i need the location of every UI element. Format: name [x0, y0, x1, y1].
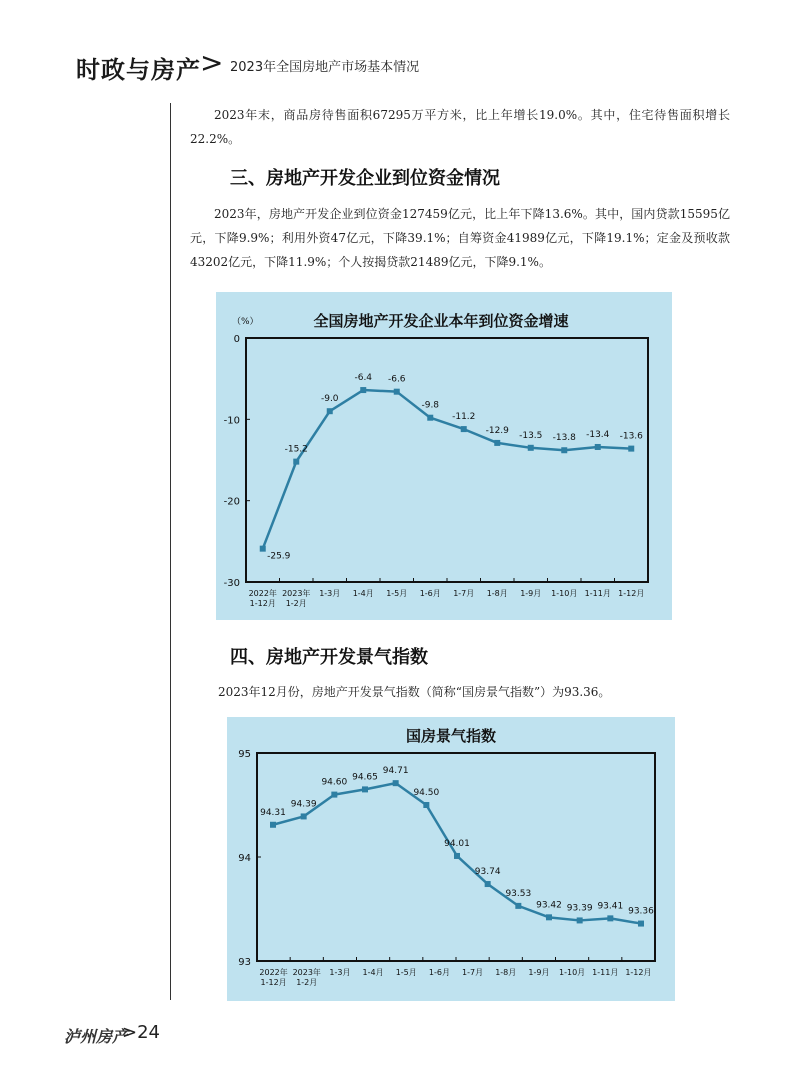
data-point [393, 780, 399, 786]
x-tick-label: 1-7月 [453, 589, 475, 598]
data-point [454, 853, 460, 859]
x-tick-label: 1-12月 [618, 589, 645, 598]
chart-climate-index-svg [227, 717, 675, 1001]
data-point [528, 445, 534, 451]
x-tick-label: 1-5月 [395, 968, 417, 977]
data-label: 94.65 [352, 772, 378, 783]
data-point [362, 786, 368, 792]
chart-funding-growth-svg [216, 292, 672, 620]
y-axis-unit: （%） [232, 317, 259, 327]
data-point [423, 802, 429, 808]
y-tick-label: 95 [238, 749, 251, 760]
x-tick-label: 1-11月 [584, 589, 611, 598]
data-label: 94.01 [444, 838, 470, 849]
x-tick-label: 2023年 [292, 968, 321, 977]
paragraph-index: 2023年12月份，房地产开发景气指数（简称“国房景气指数”）为93.36。 [218, 685, 611, 699]
y-tick-label: -10 [223, 415, 240, 427]
y-tick-label: -30 [223, 578, 240, 589]
x-tick-label: 1-12月 [249, 599, 276, 608]
heading-funding: 三、房地产开发企业到位资金情况 [230, 168, 500, 189]
x-tick-label: 1-11月 [592, 968, 619, 977]
data-point [301, 813, 307, 819]
y-tick-label: -20 [223, 496, 240, 508]
data-point [607, 915, 613, 921]
x-tick-label: 1-3月 [319, 589, 341, 598]
x-tick-label: 1-12月 [260, 978, 287, 987]
data-point [260, 546, 266, 552]
data-label: 93.53 [505, 888, 532, 899]
paragraph-unsold-area: 2023年末，商品房待售面积67295万平方米，比上年增长19.0%。其中，住宅待售面积增长22.2%。 [190, 108, 730, 146]
data-point [327, 408, 333, 414]
data-point [360, 387, 366, 393]
data-label: -12.9 [485, 425, 509, 436]
y-tick-label: 93 [238, 957, 251, 968]
series-line [263, 390, 632, 549]
data-point [427, 415, 433, 421]
chevron-right-icon: > [200, 46, 224, 79]
data-point [293, 459, 299, 465]
data-point [561, 447, 567, 453]
data-label: 93.39 [566, 903, 593, 914]
data-label: 93.41 [597, 901, 624, 912]
heading-index: 四、房地产开发景气指数 [230, 647, 428, 668]
vertical-rule [170, 103, 171, 1000]
y-tick-label: 94 [238, 853, 251, 864]
x-tick-label: 1-10月 [559, 968, 586, 977]
plot-frame [246, 338, 648, 582]
x-tick-label: 1-4月 [362, 968, 384, 977]
chart-title: 全国房地产开发企业本年到位资金增速 [313, 312, 569, 330]
x-tick-label: 1-8月 [486, 589, 508, 598]
x-tick-label: 1-10月 [551, 589, 578, 598]
data-point [546, 914, 552, 920]
x-tick-label: 1-4月 [352, 589, 374, 598]
data-point [628, 446, 634, 452]
y-tick-label: 0 [233, 334, 240, 345]
data-label: 94.60 [321, 777, 348, 788]
x-tick-label: 2022年 [248, 589, 277, 598]
data-label: -15.2 [284, 444, 308, 455]
data-label: -13.8 [552, 433, 576, 444]
data-label: 93.42 [536, 900, 562, 911]
data-point [394, 389, 400, 395]
section-name: 时政与房产 [76, 56, 201, 84]
x-tick-label: 1-2月 [296, 978, 318, 987]
x-tick-label: 2022年 [259, 968, 288, 977]
x-tick-label: 1-12月 [625, 968, 652, 977]
data-point [461, 426, 467, 432]
data-label: 93.36 [628, 906, 654, 917]
page-number: >24 [122, 1022, 160, 1043]
data-point [638, 921, 644, 927]
x-tick-label: 1-5月 [386, 589, 408, 598]
chart-funding-growth [216, 292, 672, 620]
data-label: -13.6 [619, 431, 643, 442]
article-subtitle: 2023年全国房地产市场基本情况 [230, 60, 420, 75]
data-point [485, 881, 491, 887]
data-label: -25.9 [267, 551, 291, 562]
data-point [577, 917, 583, 923]
data-label: -13.4 [586, 429, 610, 440]
data-label: -6.6 [387, 374, 406, 385]
chart-climate-index [227, 717, 675, 1001]
magazine-logo: 泸州房产 [64, 1027, 129, 1046]
x-tick-label: 1-8月 [495, 968, 517, 977]
data-label: 94.31 [260, 807, 286, 818]
x-tick-label: 1-6月 [419, 589, 441, 598]
x-tick-label: 1-2月 [285, 599, 307, 608]
data-label: -9.0 [320, 394, 339, 405]
page-header [0, 44, 794, 84]
data-label: 94.71 [382, 766, 409, 777]
x-tick-label: 1-9月 [528, 968, 550, 977]
chart-title: 国房景气指数 [405, 727, 497, 745]
data-label: 94.50 [413, 788, 440, 798]
data-point [270, 822, 276, 828]
x-tick-label: 1-7月 [462, 968, 484, 977]
x-tick-label: 1-9月 [520, 589, 542, 598]
data-label: -13.5 [519, 430, 543, 441]
data-label: -11.2 [452, 412, 476, 423]
paragraph-funding: 2023年，房地产开发企业到位资金127459亿元，比上年下降13.6%。其中，国内贷款15595亿元，下降9.9%；利用外资47亿元，下降39.1%；自筹资金41989亿元，下降19.1%；定金及预收款43202亿元，下降11.9%；个人按揭贷款21489亿元，下降9.1%。 [190, 207, 730, 269]
data-label: 94.39 [290, 799, 317, 810]
data-point [331, 792, 337, 798]
data-label: -6.4 [354, 373, 373, 384]
data-label: 93.74 [474, 867, 501, 878]
page-footer [64, 1020, 264, 1044]
data-point [515, 903, 521, 909]
x-tick-label: 2023年 [282, 589, 311, 598]
data-point [494, 440, 500, 446]
x-tick-label: 1-3月 [329, 968, 351, 977]
x-tick-label: 1-6月 [428, 968, 450, 977]
data-point [595, 444, 601, 450]
data-label: -9.8 [421, 400, 440, 411]
